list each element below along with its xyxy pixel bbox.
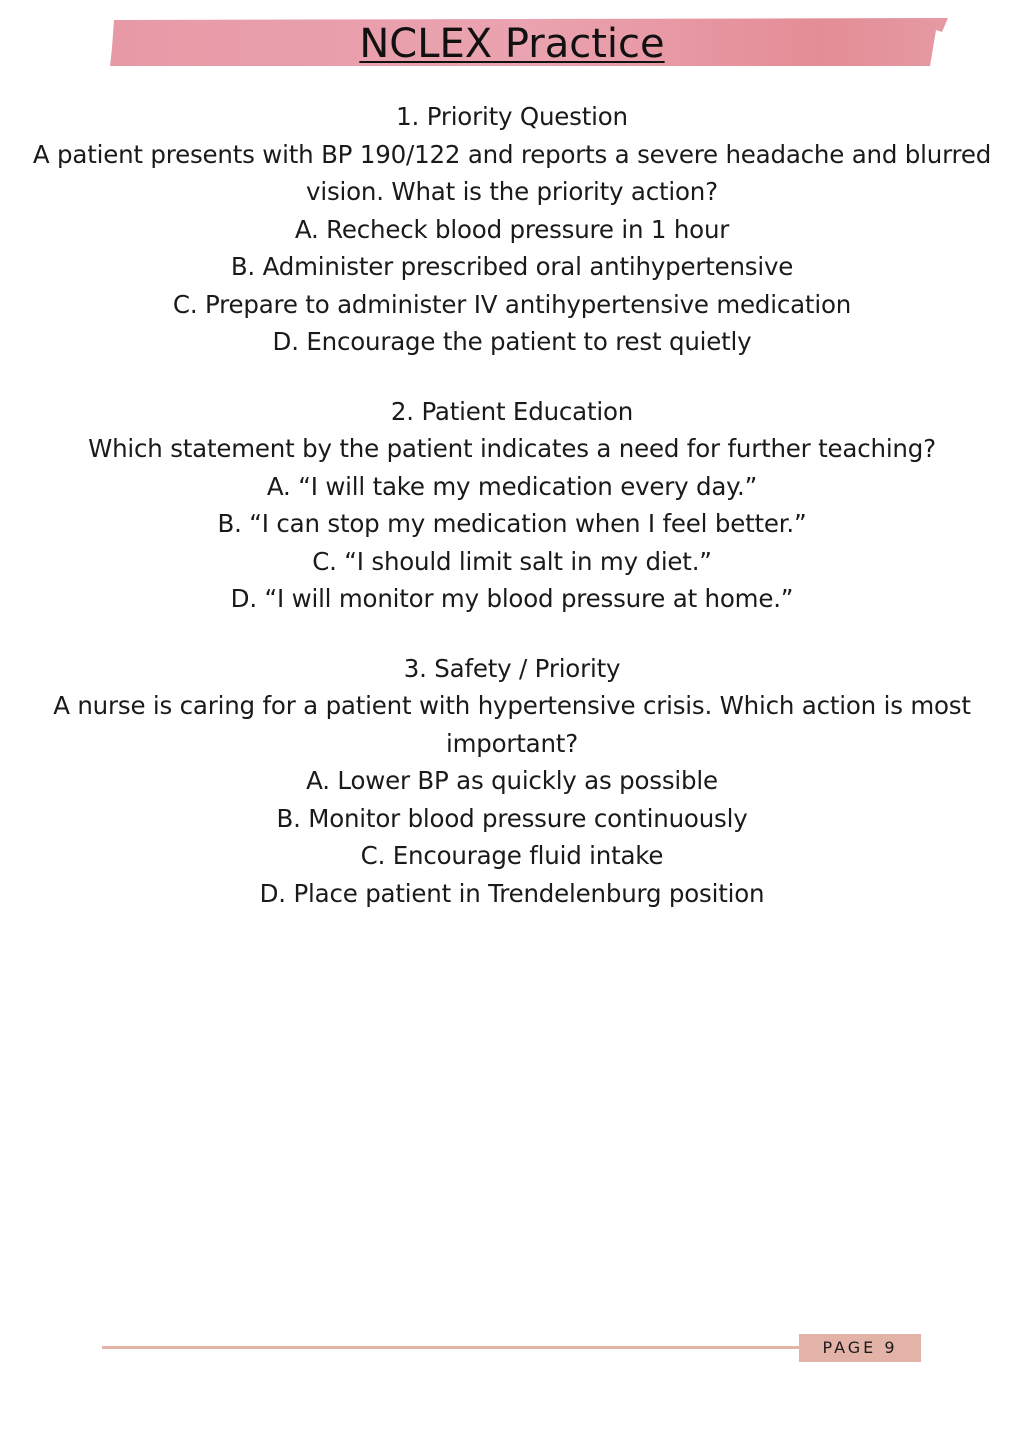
page-title: NCLEX Practice [359, 21, 665, 67]
answer-option-c: C. Prepare to administer IV antihypertensive medication [172, 289, 852, 319]
answer-option-b: B. “I can stop my medication when I feel better.” [217, 509, 807, 538]
question-heading: 3. Safety / Priority [403, 653, 621, 683]
question-stem: A nurse is caring for a patient with hypertensive crisis. Which action is most important? [53, 691, 971, 758]
question-3 [0, 650, 1024, 913]
answer-option-d: D. “I will monitor my blood pressure at home.” [230, 584, 794, 613]
question-list [0, 98, 1024, 944]
answer-option-a: A. Recheck blood pressure in 1 hour [294, 214, 730, 244]
question-stem: A patient presents with BP 190/122 and reports a severe headache and blurred vision. What is the priority action? [32, 139, 992, 206]
answer-option-c: C. “I should limit salt in my diet.” [312, 546, 712, 576]
answer-option-b: B. Administer prescribed oral antihypertensive [230, 252, 794, 281]
question-heading: 1. Priority Question [396, 102, 628, 131]
answer-option-a: A. “I will take my medication every day.” [266, 471, 758, 501]
answer-option-c: C. Encourage fluid intake [360, 841, 664, 870]
answer-option-d: D. Place patient in Trendelenburg position [259, 878, 765, 908]
footer-divider [102, 1346, 802, 1349]
question-heading: 2. Patient Education [390, 396, 634, 426]
answer-option-a: A. Lower BP as quickly as possible [306, 766, 718, 795]
answer-option-b: B. Monitor blood pressure continuously [276, 803, 748, 833]
question-stem: Which statement by the patient indicates a need for further teaching? [88, 434, 936, 463]
page-number-badge: PAGE 9 [799, 1334, 921, 1362]
answer-option-d: D. Encourage the patient to rest quietly [272, 327, 752, 356]
question-2 [0, 393, 1024, 618]
question-1 [0, 98, 1024, 361]
